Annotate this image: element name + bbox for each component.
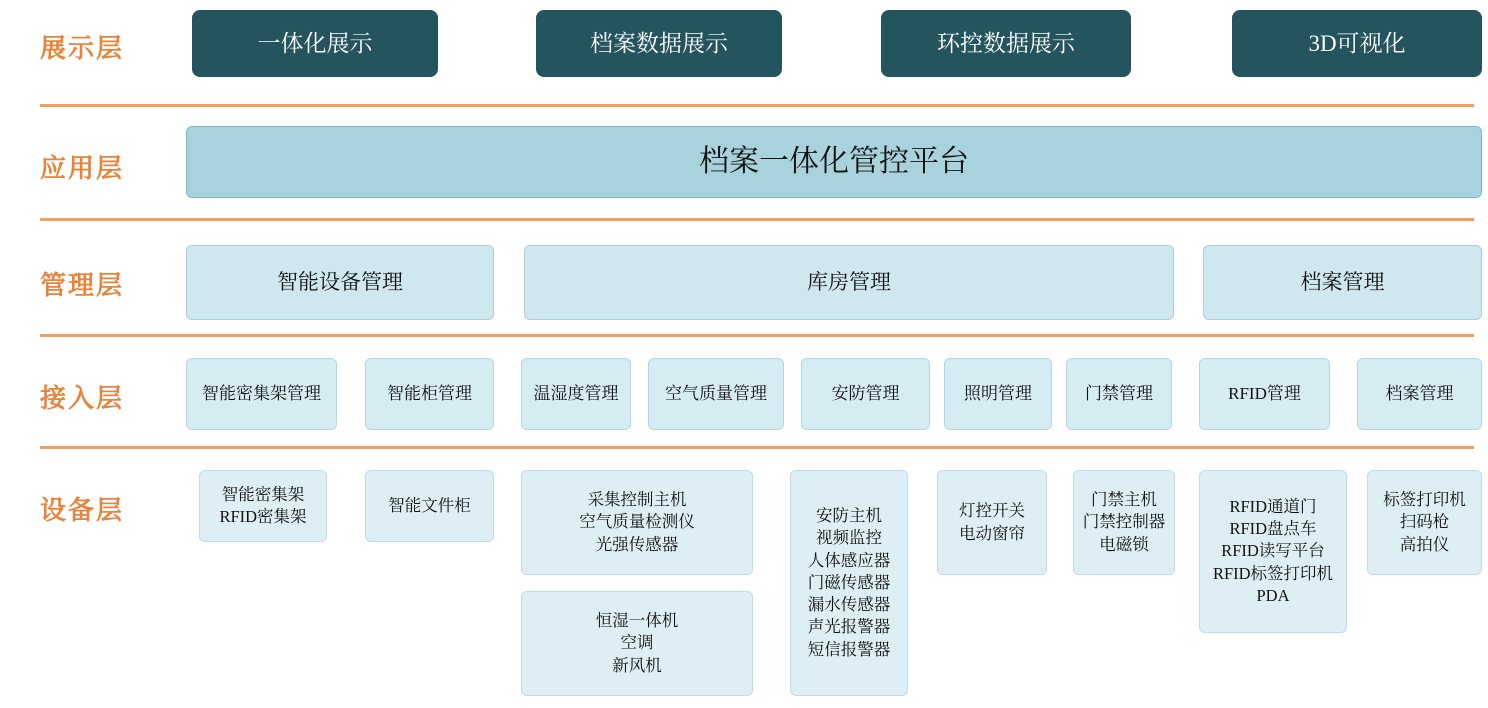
device-line: PDA: [1256, 585, 1290, 605]
device-line: 短信报警器: [807, 639, 891, 659]
device-line: 声光报警器: [807, 617, 891, 637]
device-line: RFID标签打印机: [1212, 563, 1334, 583]
device-line: 安防主机: [816, 506, 882, 526]
management-box-archive[interactable]: 档案管理: [1203, 245, 1482, 320]
device-line: 门禁主机: [1091, 490, 1157, 510]
divider-4: [40, 446, 1474, 449]
device-line: 电动窗帘: [959, 523, 1025, 543]
device-line: 门禁控制器: [1082, 512, 1166, 532]
access-box-door-access[interactable]: 门禁管理: [1066, 358, 1172, 430]
device-line: 灯控开关: [959, 501, 1025, 521]
device-line: 智能文件柜: [388, 495, 471, 515]
access-box-lighting[interactable]: 照明管理: [944, 358, 1052, 430]
application-box-platform[interactable]: 档案一体化管控平台: [186, 126, 1482, 198]
access-box-smart-shelf[interactable]: 智能密集架管理: [186, 358, 337, 430]
access-box-rfid[interactable]: RFID管理: [1199, 358, 1330, 430]
divider-1: [40, 104, 1474, 107]
management-box-smart-device[interactable]: 智能设备管理: [186, 245, 494, 320]
display-box-archive-data[interactable]: 档案数据展示: [536, 10, 782, 77]
device-box-door-access[interactable]: [1073, 470, 1175, 575]
divider-3: [40, 334, 1474, 337]
device-line: 空气质量检测仪: [579, 512, 695, 532]
access-box-smart-cabinet[interactable]: 智能柜管理: [365, 358, 494, 430]
device-line: 新风机: [612, 655, 662, 675]
layer-label-access: 接入层: [40, 384, 125, 413]
device-line: RFID读写平台: [1221, 541, 1325, 561]
device-line: 视频监控: [816, 528, 882, 548]
device-line: 空调: [620, 633, 654, 653]
device-line: 电磁锁: [1099, 534, 1149, 554]
device-line: 人体感应器: [807, 550, 891, 570]
display-box-environment-data[interactable]: 环控数据展示: [881, 10, 1131, 77]
device-line: 漏水传感器: [807, 595, 891, 615]
layer-label-management: 管理层: [40, 271, 125, 300]
layer-label-display: 展示层: [40, 34, 125, 63]
access-box-temperature-humidity[interactable]: 温湿度管理: [521, 358, 631, 430]
display-box-3d-visualization[interactable]: 3D可视化: [1232, 10, 1482, 77]
divider-2: [40, 218, 1474, 221]
access-box-air-quality[interactable]: 空气质量管理: [648, 358, 784, 430]
device-box-humidity-hvac[interactable]: [521, 591, 753, 696]
device-box-rfid[interactable]: [1199, 470, 1347, 633]
display-box-integrated[interactable]: 一体化展示: [192, 10, 438, 77]
device-line: 标签打印机: [1383, 490, 1466, 510]
access-box-security[interactable]: 安防管理: [801, 358, 930, 430]
device-box-archive-tools[interactable]: [1367, 470, 1482, 575]
layer-label-device: 设备层: [40, 496, 125, 525]
access-box-archive[interactable]: 档案管理: [1357, 358, 1482, 430]
device-line: 光强传感器: [595, 534, 679, 554]
device-box-smart-cabinet[interactable]: [365, 470, 494, 542]
management-box-warehouse[interactable]: 库房管理: [524, 245, 1174, 320]
device-line: 采集控制主机: [587, 490, 687, 510]
device-box-security[interactable]: [790, 470, 908, 696]
device-line: RFID密集架: [219, 507, 307, 526]
device-line: 门磁传感器: [807, 572, 891, 592]
device-line: 高拍仪: [1399, 534, 1450, 554]
device-box-smart-shelf[interactable]: [199, 470, 327, 542]
device-box-collection-host[interactable]: [521, 470, 753, 575]
device-box-lighting[interactable]: [937, 470, 1047, 575]
device-line: 扫码枪: [1399, 512, 1450, 532]
device-line: 智能密集架: [221, 484, 305, 504]
device-line: 恒湿一体机: [595, 611, 679, 631]
device-line: RFID盘点车: [1229, 519, 1317, 539]
layer-label-application: 应用层: [40, 154, 125, 183]
device-line: RFID通道门: [1229, 496, 1317, 516]
